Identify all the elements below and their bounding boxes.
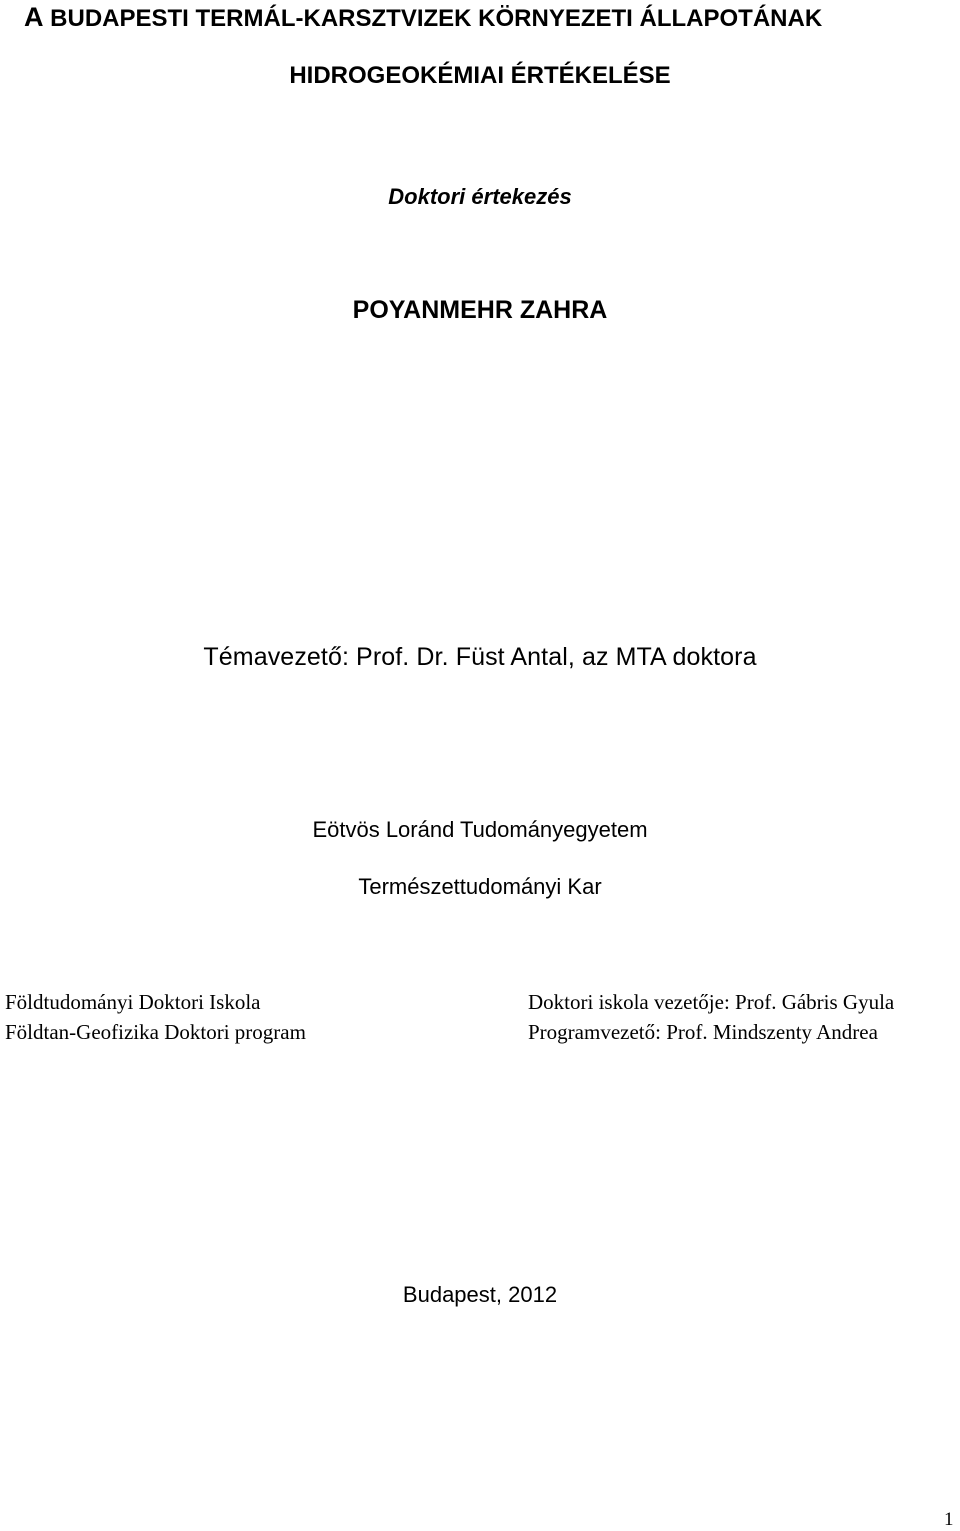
title-line-1-text: BUDAPESTI TERMÁL-KARSZTVIZEK KÖRNYEZETI ÁLLAPOTÁNAK [43,5,823,32]
doctoral-school: Földtudományi Doktori Iskola [5,990,261,1014]
school-head: Doktori iskola vezetője: Prof. Gábris Gyula [528,990,895,1014]
title-line-1 [24,4,822,31]
page-number: 1 [944,1509,954,1530]
doctoral-program-left [5,987,306,1047]
doctoral-program-right [528,987,894,1047]
place-and-date: Budapest, 2012 [402,1282,558,1307]
title-initial: A [24,2,44,32]
title-line-2: HIDROGEOKÉMIAI ÉRTÉKELÉSE [289,62,671,89]
faculty-name: Természettudományi Kar [358,874,602,899]
university-name: Eötvös Loránd Tudományegyetem [312,817,648,842]
program-head: Programvezető: Prof. Mindszenty Andrea [528,1020,878,1044]
document-type: Doktori értekezés [388,184,572,209]
doctoral-program: Földtan-Geofizika Doktori program [5,1020,306,1044]
author-name: POYANMEHR ZAHRA [352,296,608,324]
supervisor: Témavezető: Prof. Dr. Füst Antal, az MTA doktora [203,643,757,671]
